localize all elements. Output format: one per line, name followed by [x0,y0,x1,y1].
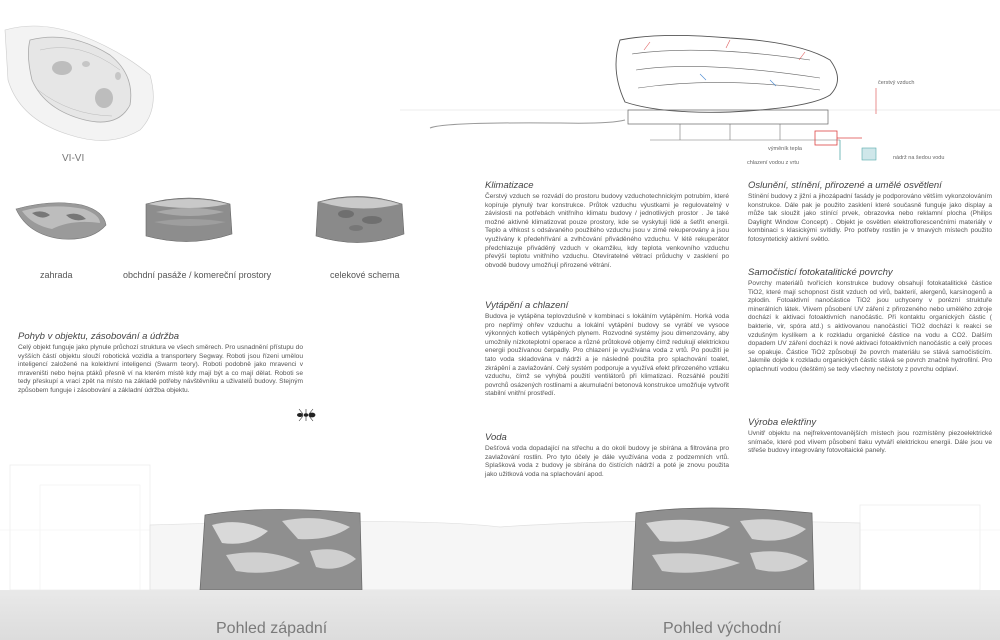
heat-exchanger-label: výměník tepla [768,146,802,152]
floorplan-model-render [0,20,170,150]
climatization-heading: Klimatizace [485,180,534,191]
water-text: Dešťová voda dopadající na střechu a do okolí budovy je sbírána a filtrována pro zavlažování rostlin. Pro tyto účely je dále využívána voda z podzemních vrtů. Splašková voda z budovy je sbírána do čistících nádrží a poté je znovu použita jako užitková voda na splachování apod. [485,445,729,478]
section-label: VI-VI [62,153,85,164]
passage-model-render [140,190,240,252]
model-label-scheme: celekové schema [330,270,400,280]
grey-water-tank-label: nádrž na šedou vodu [893,155,945,161]
east-view-title: Pohled východní [663,620,782,637]
selfcleaning-section [748,267,992,375]
movement-section [18,331,303,396]
selfcleaning-heading: Samočisticí fotokatalitické povrchy [748,267,893,278]
electricity-section [748,417,992,456]
movement-heading: Pohyb v objektu, zásobování a údržba [18,331,180,342]
water-heading: Voda [485,432,507,443]
heating-heading: Vytápění a chlazení [485,300,569,311]
elevations-drawing [0,455,1000,595]
electricity-heading: Výroba elektřiny [748,417,817,428]
shading-heading: Oslunění, stínění, přirozené a umělé osvětlení [748,180,942,191]
ant-icon [295,408,319,427]
movement-text: Celý objekt funguje jako plynule průchozí struktura ve všech směrech. Pro usnadnění přístupu do vyšších částí objektu slouží robotická vozidla a transportery Segway. Roboti jsou řízeni umělou inteligencí založené na kolektivní inteligenci (Swarm teory). Roboti podobně jako mravenci v mraveništi nebo hejna ptáků přesně ví na kterém místě kdy mají být a co mají dělat. Roboti se tedy přeskupí a vrací zpět na místo na základě potřeby návštěvníku a uživatelů budovy. Stejným způsobem funguje i zásobování a základní údržba objektu. [18,344,303,394]
selfcleaning-text: Povrchy materiálů tvořících konstrukce budovy obsahují fotokatalitické částice TiO2, které mají schopnost čistit vzduch od virů, bakterií, alergenů, karsinogenů a zplodin. Fotoaktivní nanočástice TiO2 jsou uchyceny v porézní struktuře minerálních látek. Vlivem působení UV záření z přirozeného nebo umělého zdroje dochází k aktivaci fotoaktivních nanočástic. Při kontaktu organických částic ( bakterie, vir, spóra atd.) s aktivovanou nanočásticí TiO2 dochází k reakci se vzdušným kyslíkem a k rozkladu organické částice na vodu a CO2. Dalším dopadem UV záření dochází k nové aktivaci fotoaktivních nanočástic a celý proces se opakuje. Částice TiO2 způsobují že povrch materiálu se stává samočisticím. Jakmile dojde k rozkladu organických částic stává se povrch značně hydrofilní. Pro oplachnutí vodou (deštěm) se tedy všechny nečistoty z povrchu odplaví. [748,280,992,373]
bottom-band [0,590,1000,640]
west-view-title: Pohled západní [216,620,328,637]
model-label-passages: obchdní pasáže / komereční prostory [123,270,272,280]
heating-section [485,300,729,399]
well-cooling-label: chlazení vodou z vrtu [747,160,799,166]
shading-section [748,180,992,245]
shading-text: Stínění budovy z jižní a jihozápadní fasády je podporováno větším vykonzolováním konstrukce. Dále pak je použito zasklení které současně funguje jako display a může tak sloužit jako stínící prvek, obrazovka nebo reklamní plocha (Philips Daylight Window Concept) . Objekt je osvětlen elektroflorescenčními materiály v kombinaci s klasickými svítidly. Pro potřeby rostlin je v tmavých místech použito fotosyntetický aktivní světlo. [748,193,992,243]
fresh-air-label: čerstvý vzduch [878,80,915,86]
ventilation-section-diagram [400,30,1000,170]
climatization-text: Čerstvý vzduch se rozvádí do prostoru budovy vzduchotechnickým potrubím, které kopíruje plynulý tvar konstrukce. Průtok vzduchu výustkami je regulovatelný v závislosti na potřebách vnitřního klimatu budovy / jednotlivých prostor . Je také možné aktivně klimatizovat pouze prostory, kde se vyskytují lidé a šetřit energii. Teplo a vlhkost s odsávaného použitého vzduchu jsou v zimě rekuperovány a jsou využívány k předehřívání a zvlhčování přiváděného vzduchu. V létě rekuperátor předchlazuje přiváděný vzduch v okamžiku, kdy teplota venkovního vzduchu převýší teplotu vnitřního vzduchu. Otevíratelné větrací průduchy v zasklení po obvodě budovy umožňují přirozené větrání. [485,193,729,269]
overall-scheme-model-render [310,190,410,252]
model-label-garden: zahrada [40,270,73,280]
electricity-text: Uvnitř objektu na nejfrekventovanějších místech jsou rozmístěny piezoelektrické snímače, které pod vlivem působení tlaku vytváří elektrickou energii. Dále jsou ve střeše budovy integrovány fotovoltaické panely. [748,430,992,455]
climatization-section [485,180,729,270]
heating-text: Budova je vytápěna teplovzdušně v kombinaci s lokálním vytápěním. Horká voda pro nepřímý ohřev vzduchu a lokální vytápění budovy se vyrábí ve vysoce výkonných kotlech vytápěných plynem. Rozvodné systémy jsou dimenzovány, aby umožnily nízkoteplotní operace a různé průtokové objemy čímž redukují elektrickou energii používanou čerpadly. Pro chlazení je využívána voda z vrtů. Po použití je tato voda skladována v nádrži a je následně použita pro splachování toalet, zkrápění a zavlažování. Celý systém podporuje a využívá efekt přirozeného vztlaku vzduchu, čímž se vyhýbá použití ventilátorů při klimatizaci. Rozsáhlé použití povrchů osázených rostlinami a akumulační betonová konstrukce umožňuje vytvořit stabilní vnitřní prostředí. [485,313,729,398]
garden-model-render [12,195,112,255]
